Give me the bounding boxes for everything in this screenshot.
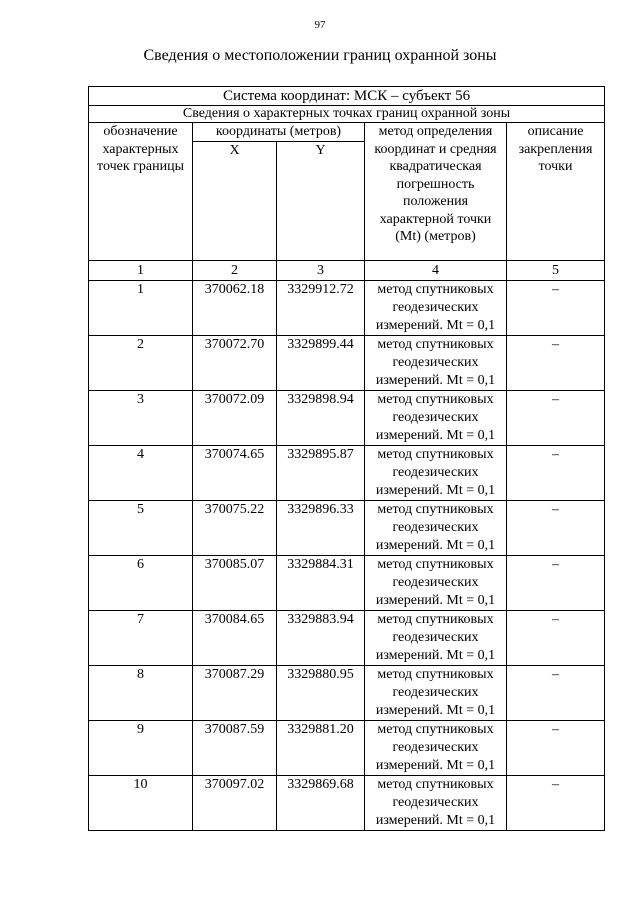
- header-y: Y: [277, 142, 365, 261]
- table-subtitle: Сведения о характерных точках границ охранной зоны: [89, 106, 605, 123]
- table-row: [89, 666, 605, 721]
- column-number: 5: [507, 261, 605, 281]
- header-description: описание закрепления точки: [507, 123, 605, 261]
- description-cell: –: [507, 281, 605, 336]
- header-method: метод определения координат и средняя квадратическая погрешность положения характерной точки (Mt) (метров): [365, 123, 507, 261]
- coordinate-system-heading: Система координат: МСК – субъект 56: [89, 87, 605, 106]
- y-coordinate-cell: 3329869.68: [277, 776, 365, 831]
- column-number: 4: [365, 261, 507, 281]
- document-title: Сведения о местоположении границ охранной зоны: [143, 47, 497, 64]
- x-coordinate-cell: 370087.59: [193, 721, 277, 776]
- point-cell: 7: [89, 611, 193, 666]
- y-coordinate-cell: 3329898.94: [277, 391, 365, 446]
- method-cell: метод спутниковых геодезических измерений. Mt = 0,1: [365, 611, 507, 666]
- x-coordinate-cell: 370074.65: [193, 446, 277, 501]
- description-cell: –: [507, 501, 605, 556]
- table-row: [89, 281, 605, 336]
- point-cell: 9: [89, 721, 193, 776]
- method-cell: метод спутниковых геодезических измерений. Mt = 0,1: [365, 501, 507, 556]
- x-coordinate-cell: 370087.29: [193, 666, 277, 721]
- point-cell: 1: [89, 281, 193, 336]
- description-cell: –: [507, 776, 605, 831]
- table-row: [89, 446, 605, 501]
- y-coordinate-cell: 3329895.87: [277, 446, 365, 501]
- method-cell: метод спутниковых геодезических измерений. Mt = 0,1: [365, 666, 507, 721]
- table-row: [89, 776, 605, 831]
- boundary-points-table: [88, 86, 605, 831]
- x-coordinate-cell: 370062.18: [193, 281, 277, 336]
- page-number: 97: [314, 19, 326, 31]
- x-coordinate-cell: 370085.07: [193, 556, 277, 611]
- description-cell: –: [507, 666, 605, 721]
- point-cell: 8: [89, 666, 193, 721]
- x-coordinate-cell: 370097.02: [193, 776, 277, 831]
- description-cell: –: [507, 721, 605, 776]
- method-cell: метод спутниковых геодезических измерений. Mt = 0,1: [365, 721, 507, 776]
- point-cell: 3: [89, 391, 193, 446]
- table-row: [89, 611, 605, 666]
- table-row: [89, 336, 605, 391]
- column-number: 2: [193, 261, 277, 281]
- y-coordinate-cell: 3329880.95: [277, 666, 365, 721]
- column-number: 1: [89, 261, 193, 281]
- point-cell: 4: [89, 446, 193, 501]
- description-cell: –: [507, 556, 605, 611]
- table-row: [89, 501, 605, 556]
- point-cell: 2: [89, 336, 193, 391]
- table-row: [89, 391, 605, 446]
- x-coordinate-cell: 370084.65: [193, 611, 277, 666]
- method-cell: метод спутниковых геодезических измерений. Mt = 0,1: [365, 281, 507, 336]
- description-cell: –: [507, 336, 605, 391]
- y-coordinate-cell: 3329899.44: [277, 336, 365, 391]
- point-cell: 10: [89, 776, 193, 831]
- x-coordinate-cell: 370072.70: [193, 336, 277, 391]
- y-coordinate-cell: 3329881.20: [277, 721, 365, 776]
- y-coordinate-cell: 3329896.33: [277, 501, 365, 556]
- description-cell: –: [507, 446, 605, 501]
- description-cell: –: [507, 611, 605, 666]
- table-row: [89, 721, 605, 776]
- method-cell: метод спутниковых геодезических измерений. Mt = 0,1: [365, 336, 507, 391]
- header-x: X: [193, 142, 277, 261]
- method-cell: метод спутниковых геодезических измерений. Mt = 0,1: [365, 556, 507, 611]
- description-cell: –: [507, 391, 605, 446]
- method-cell: метод спутниковых геодезических измерений. Mt = 0,1: [365, 776, 507, 831]
- x-coordinate-cell: 370075.22: [193, 501, 277, 556]
- table-row: [89, 556, 605, 611]
- y-coordinate-cell: 3329884.31: [277, 556, 365, 611]
- y-coordinate-cell: 3329912.72: [277, 281, 365, 336]
- header-designation: обозначение характерных точек границы: [89, 123, 193, 261]
- point-cell: 6: [89, 556, 193, 611]
- column-number: 3: [277, 261, 365, 281]
- point-cell: 5: [89, 501, 193, 556]
- header-coordinates: координаты (метров): [193, 123, 365, 142]
- method-cell: метод спутниковых геодезических измерений. Mt = 0,1: [365, 446, 507, 501]
- method-cell: метод спутниковых геодезических измерений. Mt = 0,1: [365, 391, 507, 446]
- x-coordinate-cell: 370072.09: [193, 391, 277, 446]
- y-coordinate-cell: 3329883.94: [277, 611, 365, 666]
